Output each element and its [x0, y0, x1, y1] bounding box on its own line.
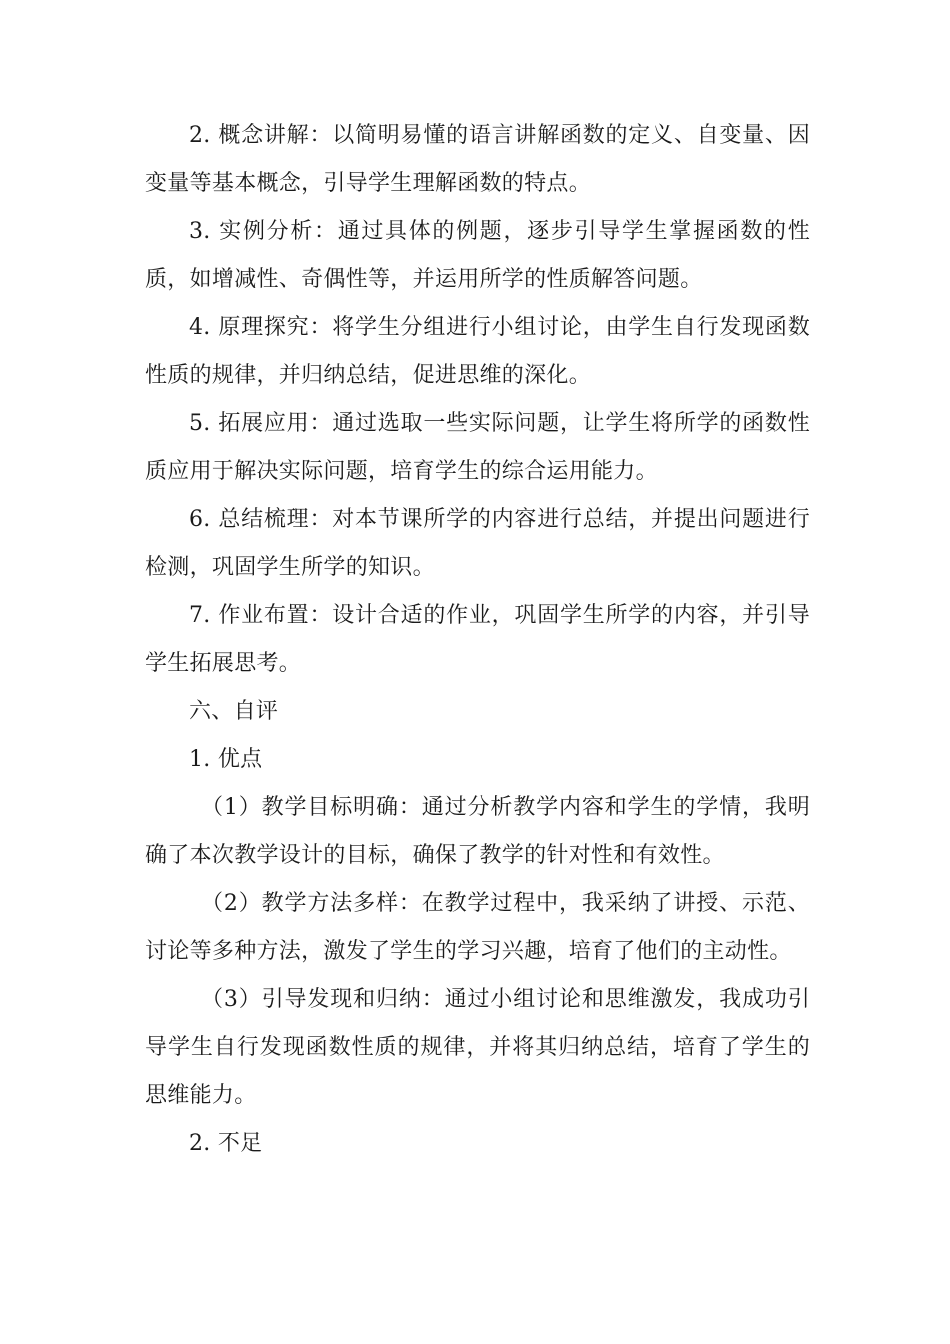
- section-heading-self-evaluation: 六、自评: [189, 699, 279, 724]
- paragraph-example-analysis: 3. 实例分析：通过具体的例题，逐步引导学生掌握函数的性质，如增减性、奇偶性等，并运用所学的性质解答问题。: [145, 219, 810, 292]
- paragraph-homework: 7. 作业布置：设计合适的作业，巩固学生所学的内容，并引导学生拓展思考。: [145, 603, 810, 676]
- paragraph-extended-application: 5. 拓展应用：通过选取一些实际问题，让学生将所学的函数性质应用于解决实际问题，培育学生的综合运用能力。: [145, 411, 810, 484]
- subheading-strengths: 1. 优点: [189, 747, 263, 772]
- paragraph-strength-3: （3）引导发现和归纳：通过小组讨论和思维激发，我成功引导学生自行发现函数性质的规律，并将其归纳总结，培育了学生的思维能力。: [145, 987, 810, 1108]
- document-body: [145, 112, 810, 1168]
- subheading-weaknesses: 2. 不足: [189, 1131, 263, 1156]
- paragraph-summary: 6. 总结梳理：对本节课所学的内容进行总结，并提出问题进行检测，巩固学生所学的知识。: [145, 507, 810, 580]
- paragraph-strength-1: （1）教学目标明确：通过分析教学内容和学生的学情，我明确了本次教学设计的目标，确保了教学的针对性和有效性。: [145, 795, 810, 868]
- paragraph-concept-explanation: 2. 概念讲解：以简明易懂的语言讲解函数的定义、自变量、因变量等基本概念，引导学生理解函数的特点。: [145, 123, 810, 196]
- paragraph-strength-2: （2）教学方法多样：在教学过程中，我采纳了讲授、示范、讨论等多种方法，激发了学生的学习兴趣，培育了他们的主动性。: [145, 891, 810, 964]
- paragraph-principle-inquiry: 4. 原理探究：将学生分组进行小组讨论，由学生自行发现函数性质的规律，并归纳总结，促进思维的深化。: [145, 315, 810, 388]
